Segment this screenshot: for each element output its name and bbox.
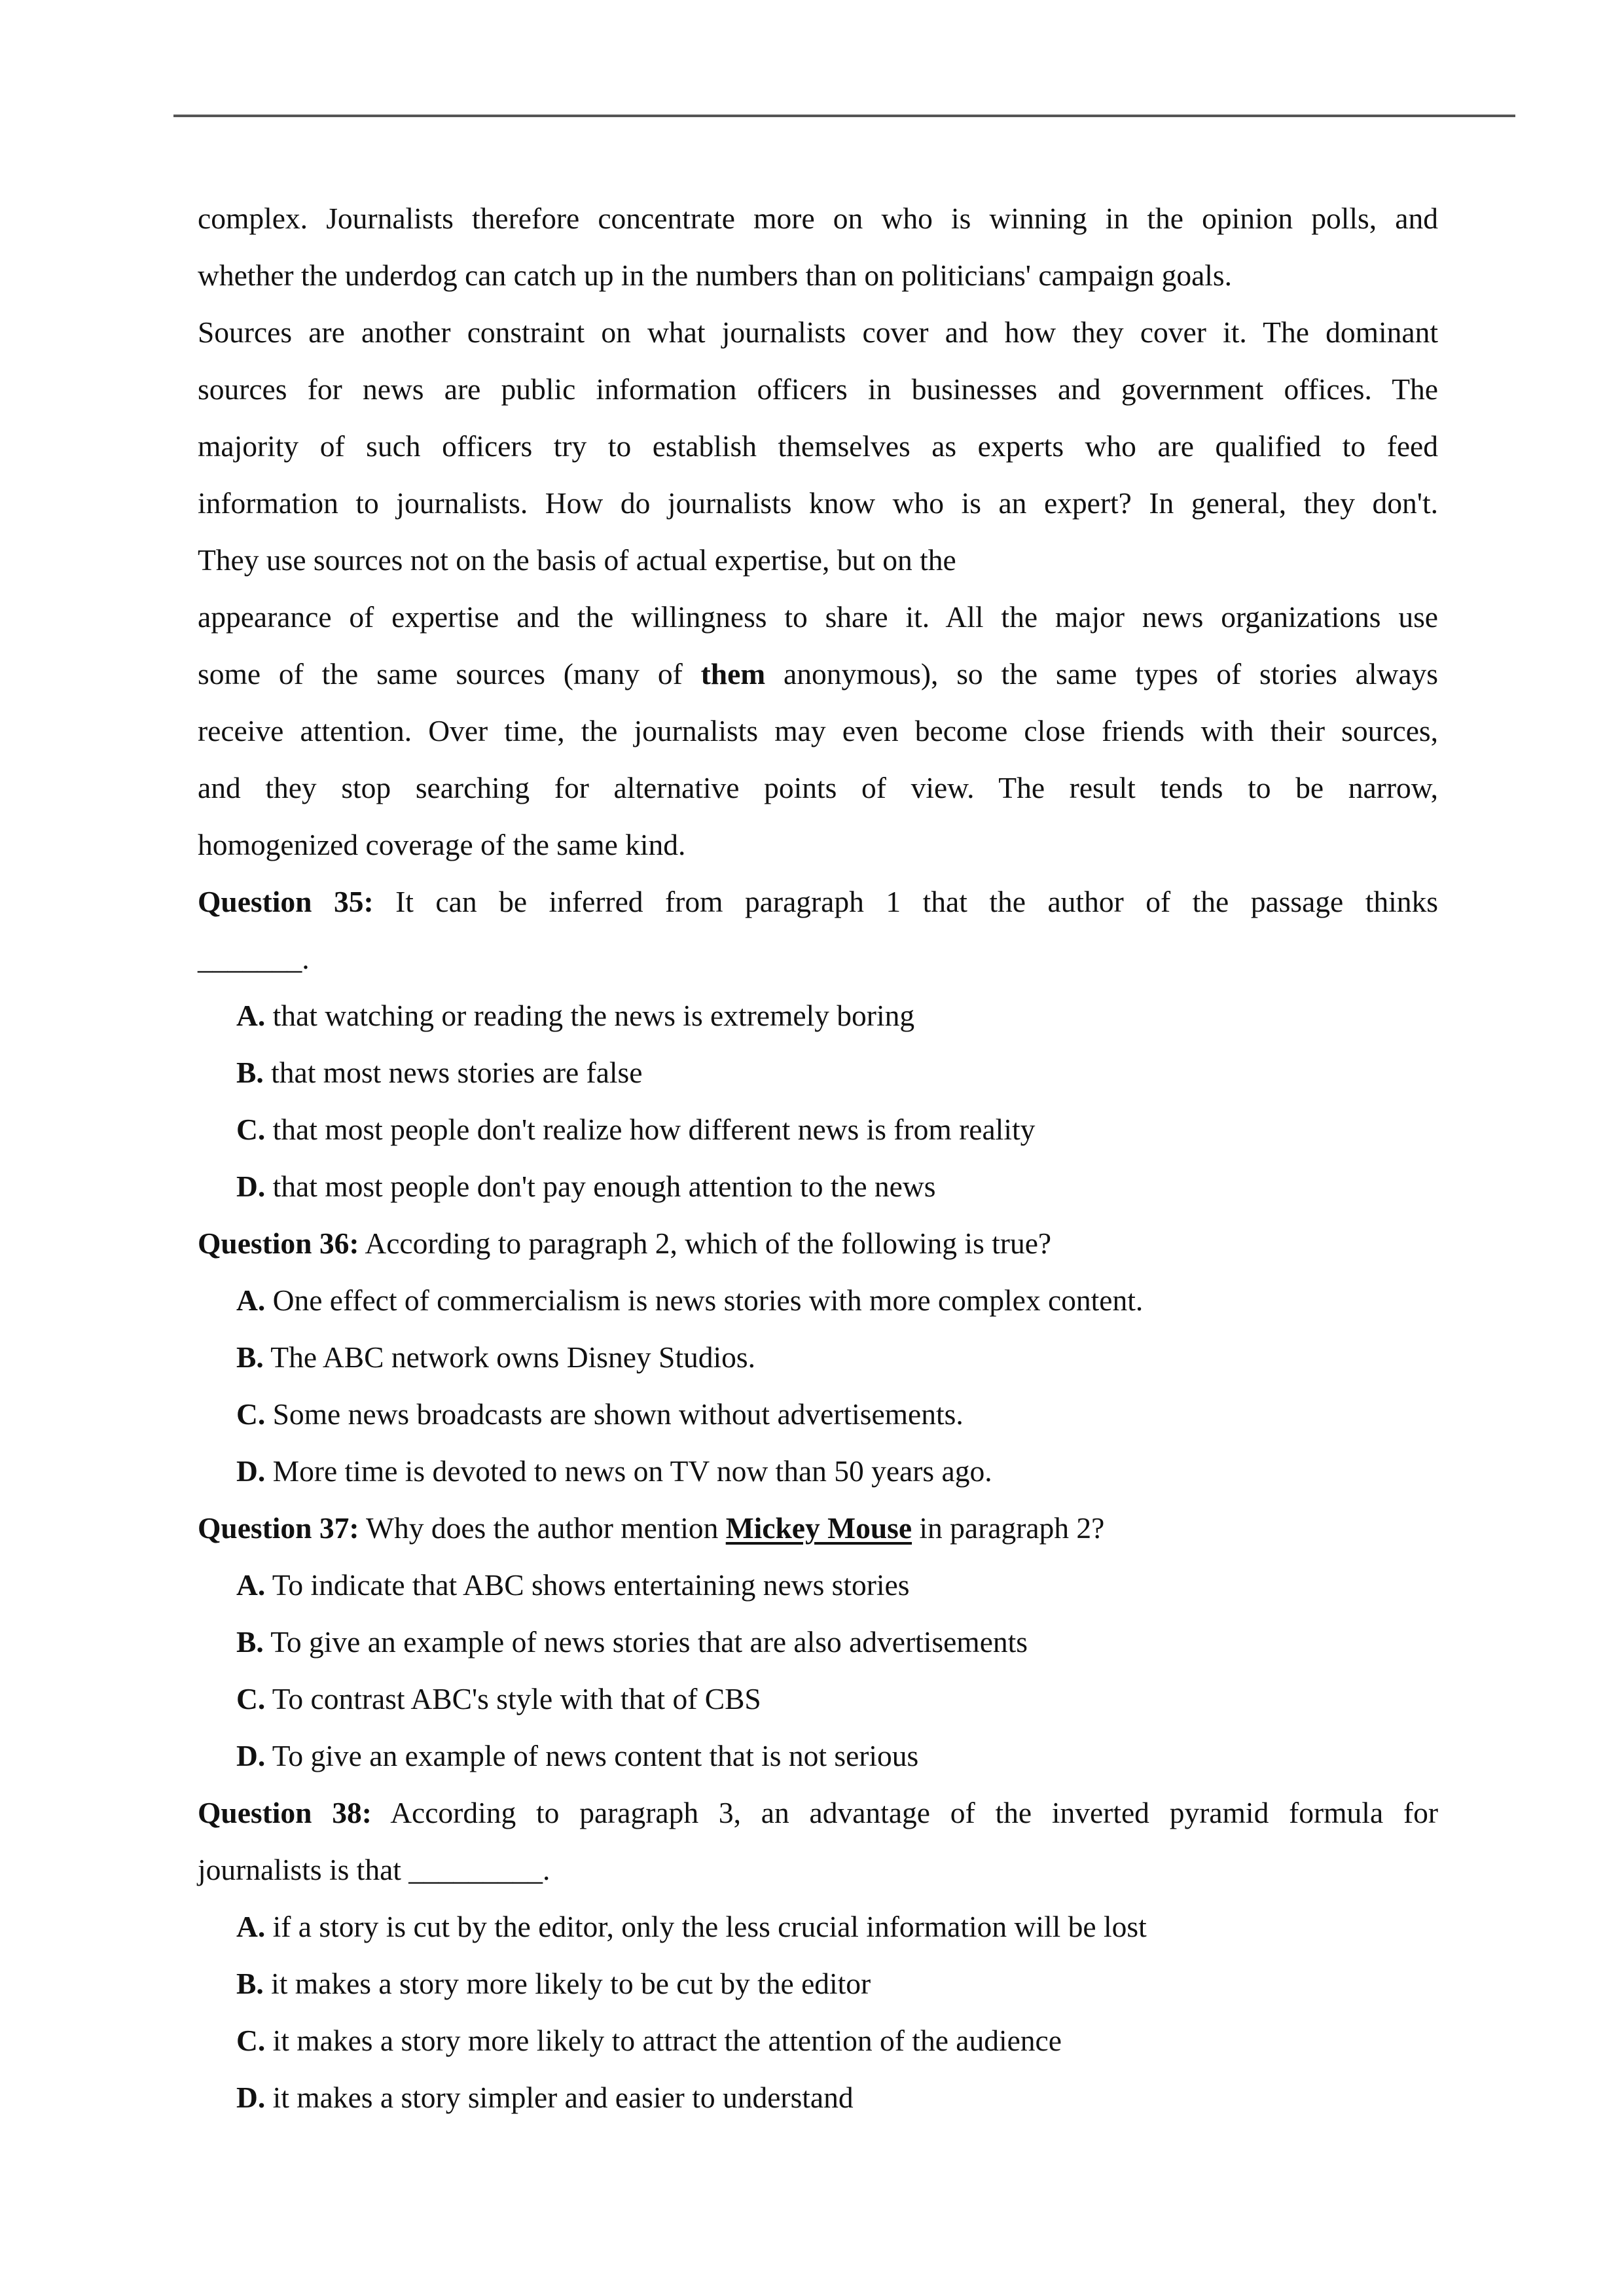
header-rule bbox=[173, 115, 1515, 117]
question-38 bbox=[198, 1784, 1438, 2126]
option-letter: B. bbox=[236, 1340, 264, 1374]
question-text: in paragraph 2? bbox=[912, 1511, 1105, 1545]
passage-line-them bbox=[198, 645, 1438, 702]
option-b[interactable] bbox=[198, 1613, 1438, 1670]
question-35 bbox=[198, 873, 1438, 1215]
option-c[interactable] bbox=[198, 1670, 1438, 1727]
passage-line: complex. Journalists therefore concentrate more on who is winning in the opinion polls, and bbox=[198, 202, 1438, 235]
option-letter: C. bbox=[236, 1113, 266, 1146]
question-stem bbox=[198, 873, 1438, 930]
option-d[interactable] bbox=[198, 1727, 1438, 1784]
option-c[interactable] bbox=[198, 2012, 1438, 2069]
question-36 bbox=[198, 1215, 1438, 1499]
option-a[interactable] bbox=[198, 1556, 1438, 1613]
question-stem bbox=[198, 1215, 1438, 1272]
option-text: if a story is cut by the editor, only the less crucial information will be lost bbox=[272, 1910, 1147, 1943]
question-text: According to paragraph 2, which of the following is true? bbox=[365, 1227, 1052, 1260]
passage-line: majority of such officers try to establish themselves as experts who are qualified to feed bbox=[198, 429, 1438, 463]
option-d[interactable] bbox=[198, 1158, 1438, 1215]
option-c[interactable] bbox=[198, 1101, 1438, 1158]
passage-line: They use sources not on the basis of actual expertise, but on the bbox=[198, 543, 956, 577]
passage-line: Sources are another constraint on what journalists cover and how they cover it. The dominant bbox=[198, 315, 1438, 349]
option-text: it makes a story more likely to be cut by the editor bbox=[271, 1967, 871, 2000]
passage-line: appearance of expertise and the willingness to share it. All the major news organizations use bbox=[198, 600, 1438, 634]
option-b[interactable] bbox=[198, 1955, 1438, 2012]
passage-line: receive attention. Over time, the journalists may even become close friends with their sources, bbox=[198, 714, 1438, 747]
passage-line: whether the underdog can catch up in the numbers than on politicians' campaign goals. bbox=[198, 259, 1233, 292]
option-a[interactable] bbox=[198, 987, 1438, 1044]
option-text: To indicate that ABC shows entertaining news stories bbox=[272, 1568, 910, 1602]
option-a[interactable] bbox=[198, 1272, 1438, 1329]
passage-continuation bbox=[198, 190, 1438, 873]
option-letter: D. bbox=[236, 1739, 266, 1772]
option-text: To contrast ABC's style with that of CBS bbox=[272, 1682, 761, 1715]
option-c[interactable] bbox=[198, 1386, 1438, 1443]
option-letter: B. bbox=[236, 1967, 264, 2000]
option-letter: C. bbox=[236, 1397, 266, 1431]
option-text: that most news stories are false bbox=[271, 1056, 643, 1089]
question-stem bbox=[198, 1499, 1438, 1556]
passage-line: sources for news are public information officers in businesses and government offices. The bbox=[198, 372, 1438, 406]
page-content bbox=[198, 190, 1438, 2126]
option-letter: A. bbox=[236, 1568, 266, 1602]
question-text: According to paragraph 3, an advantage of the inverted pyramid formula for bbox=[390, 1796, 1438, 1829]
question-number: Question 38: bbox=[198, 1796, 372, 1829]
passage-line: and they stop searching for alternative points of view. The result tends to be narrow, bbox=[198, 771, 1438, 804]
text-after: anonymous), so the same types of stories always bbox=[765, 657, 1438, 691]
option-text: To give an example of news stories that are also advertisements bbox=[270, 1625, 1028, 1659]
option-letter: D. bbox=[236, 1170, 266, 1203]
option-letter: D. bbox=[236, 2081, 266, 2114]
question-number: Question 36: bbox=[198, 1227, 359, 1260]
option-letter: A. bbox=[236, 1910, 266, 1943]
highlighted-term: Mickey Mouse bbox=[725, 1511, 912, 1545]
question-number: Question 37: bbox=[198, 1511, 359, 1545]
option-text: that most people don't realize how different news is from reality bbox=[272, 1113, 1036, 1146]
option-text: it makes a story simpler and easier to understand bbox=[272, 2081, 854, 2114]
question-text: It can be inferred from paragraph 1 that the author of the passage thinks bbox=[395, 885, 1438, 918]
option-text: Some news broadcasts are shown without advertisements. bbox=[272, 1397, 964, 1431]
option-d[interactable] bbox=[198, 2069, 1438, 2126]
question-number: Question 35: bbox=[198, 885, 374, 918]
option-text: To give an example of news content that is not serious bbox=[272, 1739, 919, 1772]
option-d[interactable] bbox=[198, 1443, 1438, 1499]
option-letter: A. bbox=[236, 999, 266, 1032]
option-letter: C. bbox=[236, 1682, 266, 1715]
option-a[interactable] bbox=[198, 1898, 1438, 1955]
question-blank: _______. bbox=[198, 942, 310, 975]
option-text: that most people don't pay enough attention to the news bbox=[272, 1170, 936, 1203]
option-b[interactable] bbox=[198, 1044, 1438, 1101]
option-text: The ABC network owns Disney Studios. bbox=[270, 1340, 755, 1374]
option-text: One effect of commercialism is news stories with more complex content. bbox=[272, 1283, 1144, 1317]
option-text: that watching or reading the news is extremely boring bbox=[272, 999, 915, 1032]
option-b[interactable] bbox=[198, 1329, 1438, 1386]
question-stem bbox=[198, 1784, 1438, 1841]
option-text: it makes a story more likely to attract the attention of the audience bbox=[272, 2024, 1062, 2057]
referent-them: them bbox=[700, 657, 766, 691]
question-37 bbox=[198, 1499, 1438, 1784]
passage-line: homogenized coverage of the same kind. bbox=[198, 828, 686, 861]
option-letter: B. bbox=[236, 1056, 264, 1089]
question-blank: journalists is that _________. bbox=[198, 1853, 550, 1886]
option-text: More time is devoted to news on TV now than 50 years ago. bbox=[272, 1454, 992, 1488]
option-letter: B. bbox=[236, 1625, 264, 1659]
option-letter: D. bbox=[236, 1454, 266, 1488]
question-text: Why does the author mention bbox=[366, 1511, 726, 1545]
text-before: some of the same sources (many of bbox=[198, 657, 701, 691]
option-letter: C. bbox=[236, 2024, 266, 2057]
passage-line: information to journalists. How do journalists know who is an expert? In general, they don't. bbox=[198, 486, 1438, 520]
option-letter: A. bbox=[236, 1283, 266, 1317]
